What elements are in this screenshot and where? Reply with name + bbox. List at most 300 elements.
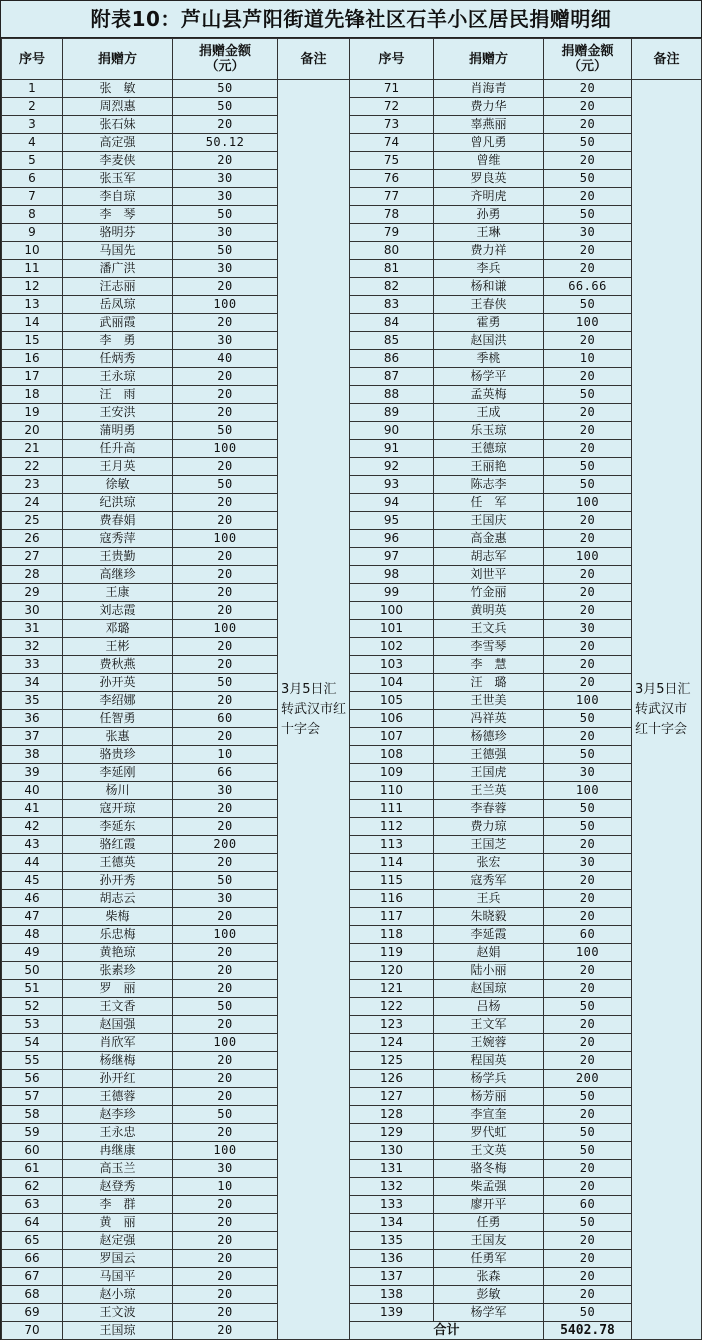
donor-name: 王德英	[63, 854, 173, 872]
row-no: 135	[350, 1232, 434, 1250]
donor-name: 王文军	[434, 1016, 544, 1034]
donation-amount: 20	[544, 656, 632, 674]
donor-name: 任勇	[434, 1214, 544, 1232]
table-row	[2, 512, 702, 530]
donation-amount: 30	[173, 224, 278, 242]
donor-name: 曾维	[434, 152, 544, 170]
donor-name: 费力华	[434, 98, 544, 116]
row-no: 137	[350, 1268, 434, 1286]
table-row	[2, 1070, 702, 1088]
donor-name: 王成	[434, 404, 544, 422]
donation-amount: 100	[544, 692, 632, 710]
donor-name: 王德琼	[434, 440, 544, 458]
row-no: 84	[350, 314, 434, 332]
donation-amount: 20	[544, 152, 632, 170]
header-amount-line1: 捐赠金额	[561, 44, 614, 59]
row-no: 128	[350, 1106, 434, 1124]
donor-name: 廖开平	[434, 1196, 544, 1214]
row-no: 63	[2, 1196, 63, 1214]
table-row	[2, 836, 702, 854]
table-row	[2, 1016, 702, 1034]
donation-amount: 50	[173, 998, 278, 1016]
donation-amount: 100	[173, 926, 278, 944]
donor-name: 杨学兵	[434, 1070, 544, 1088]
row-no: 98	[350, 566, 434, 584]
page-title: 附表10：芦山县芦阳街道先锋社区石羊小区居民捐赠明细	[1, 0, 701, 38]
donation-amount: 200	[544, 1070, 632, 1088]
table-row	[2, 620, 702, 638]
donor-name: 任升高	[63, 440, 173, 458]
donor-name: 任 军	[434, 494, 544, 512]
donation-amount: 20	[173, 1322, 278, 1340]
table-row	[2, 1088, 702, 1106]
table-row	[2, 224, 702, 242]
row-no: 100	[350, 602, 434, 620]
row-no: 133	[350, 1196, 434, 1214]
row-no: 52	[2, 998, 63, 1016]
row-no: 45	[2, 872, 63, 890]
donor-name: 孙开秀	[63, 872, 173, 890]
donation-amount: 100	[173, 296, 278, 314]
row-no: 1	[2, 80, 63, 98]
row-no: 3	[2, 116, 63, 134]
row-no: 109	[350, 764, 434, 782]
donation-amount: 50	[544, 206, 632, 224]
donor-name: 寇秀萍	[63, 530, 173, 548]
table-row	[2, 1124, 702, 1142]
donation-amount: 20	[173, 692, 278, 710]
donor-name: 骆贵珍	[63, 746, 173, 764]
table-row	[2, 764, 702, 782]
donation-amount: 60	[173, 710, 278, 728]
donation-amount: 20	[173, 566, 278, 584]
total-value: 5402.78	[544, 1322, 632, 1340]
donation-amount: 10	[544, 350, 632, 368]
row-no: 65	[2, 1232, 63, 1250]
donation-amount: 30	[544, 764, 632, 782]
donation-amount: 20	[173, 638, 278, 656]
donation-amount: 30	[173, 260, 278, 278]
donation-amount: 20	[173, 1304, 278, 1322]
donation-amount: 10	[173, 746, 278, 764]
table-row	[2, 332, 702, 350]
row-no: 69	[2, 1304, 63, 1322]
donor-name: 高继珍	[63, 566, 173, 584]
row-no: 87	[350, 368, 434, 386]
donation-amount: 100	[544, 782, 632, 800]
donation-amount: 50	[544, 818, 632, 836]
table-row	[2, 386, 702, 404]
donation-amount: 20	[173, 152, 278, 170]
donation-amount: 50	[173, 80, 278, 98]
row-no: 5	[2, 152, 63, 170]
donor-name: 汪 雨	[63, 386, 173, 404]
header-no-left: 序号	[2, 39, 63, 80]
row-no: 64	[2, 1214, 63, 1232]
donation-amount: 20	[544, 602, 632, 620]
donor-name: 曾凡勇	[434, 134, 544, 152]
donation-amount: 20	[173, 854, 278, 872]
donor-name: 王丽艳	[434, 458, 544, 476]
row-no: 72	[350, 98, 434, 116]
table-row	[2, 1106, 702, 1124]
donor-name: 李 琴	[63, 206, 173, 224]
table-row	[2, 476, 702, 494]
table-row	[2, 1232, 702, 1250]
donation-amount: 50	[173, 674, 278, 692]
row-no: 50	[2, 962, 63, 980]
donor-name: 罗代虹	[434, 1124, 544, 1142]
donor-name: 潘广洪	[63, 260, 173, 278]
row-no: 92	[350, 458, 434, 476]
row-no: 110	[350, 782, 434, 800]
donor-name: 王月英	[63, 458, 173, 476]
table-row	[2, 818, 702, 836]
donor-name: 赵定强	[63, 1232, 173, 1250]
donor-name: 王安洪	[63, 404, 173, 422]
donor-name: 高金惠	[434, 530, 544, 548]
donor-name: 王国芝	[434, 836, 544, 854]
row-no: 31	[2, 620, 63, 638]
table-row	[2, 134, 702, 152]
donor-name: 王康	[63, 584, 173, 602]
donor-name: 黄 丽	[63, 1214, 173, 1232]
row-no: 66	[2, 1250, 63, 1268]
donation-amount: 20	[544, 80, 632, 98]
row-no: 42	[2, 818, 63, 836]
donor-name: 冯祥英	[434, 710, 544, 728]
table-row	[2, 1178, 702, 1196]
donor-name: 王兰英	[434, 782, 544, 800]
donation-amount: 20	[173, 368, 278, 386]
donation-amount: 100	[544, 944, 632, 962]
row-no: 99	[350, 584, 434, 602]
table-row	[2, 872, 702, 890]
row-no: 10	[2, 242, 63, 260]
row-no: 16	[2, 350, 63, 368]
donation-amount: 20	[173, 1268, 278, 1286]
donor-name: 朱晓毅	[434, 908, 544, 926]
donor-name: 陈志李	[434, 476, 544, 494]
donation-amount: 20	[544, 566, 632, 584]
donation-amount: 100	[173, 440, 278, 458]
table-row	[2, 260, 702, 278]
donation-amount: 50	[544, 170, 632, 188]
donation-amount: 100	[173, 1142, 278, 1160]
donation-amount: 20	[544, 1232, 632, 1250]
donation-amount: 20	[544, 836, 632, 854]
row-no: 8	[2, 206, 63, 224]
donor-name: 任炳秀	[63, 350, 173, 368]
donor-name: 陆小丽	[434, 962, 544, 980]
donor-name: 费力琼	[434, 818, 544, 836]
donation-amount: 20	[544, 1052, 632, 1070]
donation-amount: 50	[544, 1088, 632, 1106]
row-no: 26	[2, 530, 63, 548]
donation-amount: 20	[544, 908, 632, 926]
donation-amount: 200	[173, 836, 278, 854]
row-no: 54	[2, 1034, 63, 1052]
donation-amount: 20	[544, 116, 632, 134]
row-no: 76	[350, 170, 434, 188]
donation-amount: 20	[544, 440, 632, 458]
donation-amount: 20	[544, 584, 632, 602]
table-row	[2, 98, 702, 116]
donor-name: 王永忠	[63, 1124, 173, 1142]
donation-amount: 10	[173, 1178, 278, 1196]
donor-name: 马国先	[63, 242, 173, 260]
donor-name: 孙开红	[63, 1070, 173, 1088]
donor-name: 罗良英	[434, 170, 544, 188]
donor-name: 杨学平	[434, 368, 544, 386]
table-row	[2, 530, 702, 548]
donation-amount: 20	[544, 368, 632, 386]
donor-name: 赵娟	[434, 944, 544, 962]
donor-name: 李兵	[434, 260, 544, 278]
donor-name: 李自琼	[63, 188, 173, 206]
row-no: 83	[350, 296, 434, 314]
row-no: 38	[2, 746, 63, 764]
row-no: 77	[350, 188, 434, 206]
row-no: 88	[350, 386, 434, 404]
donor-name: 费春娟	[63, 512, 173, 530]
donation-amount: 50	[544, 1214, 632, 1232]
donation-amount: 20	[173, 1286, 278, 1304]
donor-name: 李 慧	[434, 656, 544, 674]
donor-name: 王彬	[63, 638, 173, 656]
donor-name: 杨德珍	[434, 728, 544, 746]
donor-name: 季桃	[434, 350, 544, 368]
table-row	[2, 368, 702, 386]
header-row	[2, 39, 702, 80]
table-row	[2, 638, 702, 656]
donor-name: 彭敏	[434, 1286, 544, 1304]
donor-name: 柴梅	[63, 908, 173, 926]
donor-name: 张玉军	[63, 170, 173, 188]
donation-amount: 50	[544, 710, 632, 728]
donation-amount: 20	[544, 530, 632, 548]
donation-amount: 20	[173, 1052, 278, 1070]
row-no: 120	[350, 962, 434, 980]
donation-amount: 20	[544, 242, 632, 260]
row-no: 36	[2, 710, 63, 728]
donor-name: 杨学军	[434, 1304, 544, 1322]
table-row	[2, 854, 702, 872]
donor-name: 赵登秀	[63, 1178, 173, 1196]
row-no: 68	[2, 1286, 63, 1304]
row-no: 28	[2, 566, 63, 584]
donor-name: 王贵勤	[63, 548, 173, 566]
donor-name: 赵国琼	[434, 980, 544, 998]
donation-amount: 20	[173, 404, 278, 422]
row-no: 56	[2, 1070, 63, 1088]
table-row	[2, 1286, 702, 1304]
donation-amount: 30	[544, 224, 632, 242]
row-no: 82	[350, 278, 434, 296]
donor-name: 肖欣军	[63, 1034, 173, 1052]
row-no: 39	[2, 764, 63, 782]
row-no: 122	[350, 998, 434, 1016]
row-no: 124	[350, 1034, 434, 1052]
row-no: 51	[2, 980, 63, 998]
row-no: 80	[350, 242, 434, 260]
donation-amount: 50	[173, 1106, 278, 1124]
donor-name: 王世美	[434, 692, 544, 710]
row-no: 71	[350, 80, 434, 98]
table-row	[2, 566, 702, 584]
table-row	[2, 458, 702, 476]
row-no: 102	[350, 638, 434, 656]
table-row	[2, 296, 702, 314]
donation-amount: 50	[173, 476, 278, 494]
donation-amount: 30	[173, 188, 278, 206]
row-no: 125	[350, 1052, 434, 1070]
donor-name: 蒲明勇	[63, 422, 173, 440]
row-no: 73	[350, 116, 434, 134]
table-row	[2, 422, 702, 440]
row-no: 95	[350, 512, 434, 530]
table-row	[2, 602, 702, 620]
donor-name: 李宣奎	[434, 1106, 544, 1124]
table-row	[2, 944, 702, 962]
donor-name: 王国琼	[63, 1322, 173, 1340]
total-label: 合计	[350, 1322, 544, 1340]
row-no: 132	[350, 1178, 434, 1196]
donor-name: 任智勇	[63, 710, 173, 728]
donation-amount: 20	[173, 458, 278, 476]
donor-name: 杨和谦	[434, 278, 544, 296]
table-row	[2, 1160, 702, 1178]
row-no: 22	[2, 458, 63, 476]
donor-name: 骆红霞	[63, 836, 173, 854]
donation-amount: 20	[173, 1070, 278, 1088]
donor-name: 霍勇	[434, 314, 544, 332]
table-row	[2, 584, 702, 602]
donor-name: 赵国强	[63, 1016, 173, 1034]
row-no: 118	[350, 926, 434, 944]
donor-name: 李春蓉	[434, 800, 544, 818]
donor-name: 岳凤琼	[63, 296, 173, 314]
donation-amount: 30	[173, 170, 278, 188]
donor-name: 王春侠	[434, 296, 544, 314]
row-no: 37	[2, 728, 63, 746]
donation-amount: 20	[544, 332, 632, 350]
row-no: 131	[350, 1160, 434, 1178]
donation-amount: 20	[173, 1124, 278, 1142]
row-no: 79	[350, 224, 434, 242]
donor-name: 汪 璐	[434, 674, 544, 692]
donation-amount: 20	[173, 494, 278, 512]
donation-amount: 50	[544, 746, 632, 764]
donation-amount: 60	[544, 1196, 632, 1214]
header-remark-right: 备注	[632, 39, 702, 80]
donor-name: 王德蓉	[63, 1088, 173, 1106]
donor-name: 胡志云	[63, 890, 173, 908]
row-no: 85	[350, 332, 434, 350]
donor-name: 罗国云	[63, 1250, 173, 1268]
donation-amount: 20	[173, 1232, 278, 1250]
table-row	[2, 908, 702, 926]
row-no: 60	[2, 1142, 63, 1160]
row-no: 96	[350, 530, 434, 548]
row-no: 49	[2, 944, 63, 962]
donor-name: 李 群	[63, 1196, 173, 1214]
donor-name: 王婉蓉	[434, 1034, 544, 1052]
row-no: 108	[350, 746, 434, 764]
donor-name: 张惠	[63, 728, 173, 746]
row-no: 89	[350, 404, 434, 422]
donor-name: 王文英	[434, 1142, 544, 1160]
table-row	[2, 350, 702, 368]
table-row	[2, 1250, 702, 1268]
row-no: 7	[2, 188, 63, 206]
donor-name: 肖海青	[434, 80, 544, 98]
donation-amount: 20	[173, 1250, 278, 1268]
row-no: 47	[2, 908, 63, 926]
row-no: 4	[2, 134, 63, 152]
donor-name: 张宏	[434, 854, 544, 872]
donor-name: 胡志军	[434, 548, 544, 566]
row-no: 111	[350, 800, 434, 818]
donation-amount: 20	[544, 638, 632, 656]
donation-amount: 20	[173, 602, 278, 620]
row-no: 53	[2, 1016, 63, 1034]
donation-amount: 20	[544, 728, 632, 746]
table-row	[2, 116, 702, 134]
donor-name: 吕杨	[434, 998, 544, 1016]
donor-name: 杨川	[63, 782, 173, 800]
donation-amount: 20	[544, 674, 632, 692]
donor-name: 齐明虎	[434, 188, 544, 206]
donation-amount: 20	[173, 818, 278, 836]
row-no: 48	[2, 926, 63, 944]
donation-amount: 20	[173, 962, 278, 980]
donor-name: 王文兵	[434, 620, 544, 638]
donation-amount: 20	[173, 1196, 278, 1214]
row-no: 2	[2, 98, 63, 116]
row-no: 104	[350, 674, 434, 692]
donation-amount: 20	[544, 980, 632, 998]
donor-name: 竹金丽	[434, 584, 544, 602]
donation-amount: 20	[173, 728, 278, 746]
row-no: 121	[350, 980, 434, 998]
row-no: 11	[2, 260, 63, 278]
row-no: 9	[2, 224, 63, 242]
row-no: 129	[350, 1124, 434, 1142]
donation-amount: 50	[544, 1124, 632, 1142]
row-no: 123	[350, 1016, 434, 1034]
donor-name: 徐敏	[63, 476, 173, 494]
row-no: 117	[350, 908, 434, 926]
donation-amount: 50	[173, 872, 278, 890]
header-no-right: 序号	[350, 39, 434, 80]
donation-amount: 100	[173, 1034, 278, 1052]
row-no: 78	[350, 206, 434, 224]
donation-table	[1, 38, 702, 1340]
table-row	[2, 206, 702, 224]
donor-name: 孟英梅	[434, 386, 544, 404]
donor-name: 黄明英	[434, 602, 544, 620]
donation-amount: 20	[544, 1250, 632, 1268]
donation-amount: 50	[544, 296, 632, 314]
row-no: 115	[350, 872, 434, 890]
donation-amount: 20	[544, 872, 632, 890]
row-no: 74	[350, 134, 434, 152]
header-amount-line2: （元）	[567, 59, 607, 74]
donor-name: 刘世平	[434, 566, 544, 584]
row-no: 61	[2, 1160, 63, 1178]
table-row	[2, 998, 702, 1016]
